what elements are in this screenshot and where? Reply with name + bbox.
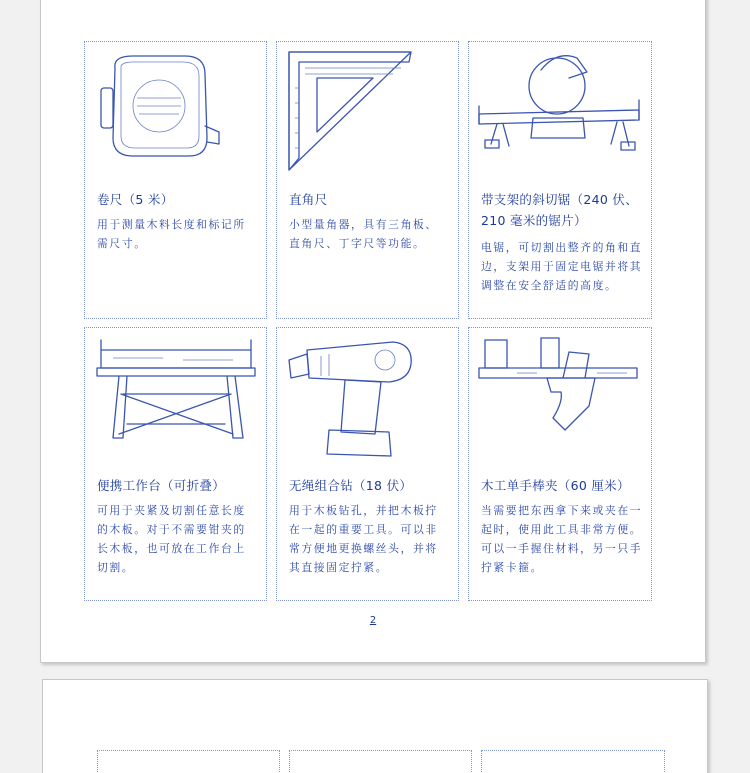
workbench-icon: [93, 334, 258, 464]
tool-description: 小型量角器，具有三角板、直角尺、丁字尺等功能。: [289, 218, 438, 250]
tool-card-partial: [97, 750, 280, 773]
tool-title: 卷尺（5 米）: [97, 192, 174, 207]
tool-description: 电锯，可切割出整齐的角和直边，支架用于固定电锯并将其调整在安全舒适的高度。: [481, 241, 643, 292]
tool-card-speed-square: [276, 41, 459, 319]
tool-description: 用于木板钻孔，并把木板拧在一起的重要工具。可以非常方便地更换螺丝头，并将其直接固定拧紧。: [289, 504, 438, 574]
tool-card-cordless-drill: [276, 327, 459, 601]
tool-title: 木工单手棒夹（60 厘米）: [481, 478, 630, 493]
tool-description: 用于测量木料长度和标记所需尺寸。: [97, 218, 246, 250]
cordless-drill-icon: [285, 334, 450, 464]
tool-grid: [84, 41, 652, 601]
document-page: [40, 0, 706, 663]
tool-card-miter-saw: [468, 41, 652, 319]
tool-card-workbench: [84, 327, 267, 601]
tool-description: 可用于夹紧及切割任意长度的木板。对于不需要钳夹的长木板，也可放在工作台上切割。: [97, 504, 246, 574]
tool-title: 直角尺: [289, 192, 328, 207]
next-document-page: [42, 679, 708, 773]
tool-card-partial: [289, 750, 472, 773]
miter-saw-icon: [477, 48, 642, 178]
tool-card-partial: [481, 750, 665, 773]
speed-square-icon: [285, 48, 450, 178]
tool-card-tape-measure: [84, 41, 267, 319]
tool-grid-next: [97, 750, 665, 773]
tape-measure-icon: [93, 48, 258, 178]
tool-title: 带支架的斜切锯（240 伏、210 毫米的锯片）: [481, 192, 639, 228]
page-number[interactable]: 2: [369, 615, 377, 626]
tool-title: 便携工作台（可折叠）: [97, 478, 226, 493]
bar-clamp-icon: [477, 334, 642, 464]
tool-card-bar-clamp: [468, 327, 652, 601]
tool-description: 当需要把东西拿下来或夹在一起时，使用此工具非常方便。可以一手握住材料，另一只手拧紧卡箍。: [481, 504, 643, 574]
tool-title: 无绳组合钻（18 伏）: [289, 478, 413, 493]
